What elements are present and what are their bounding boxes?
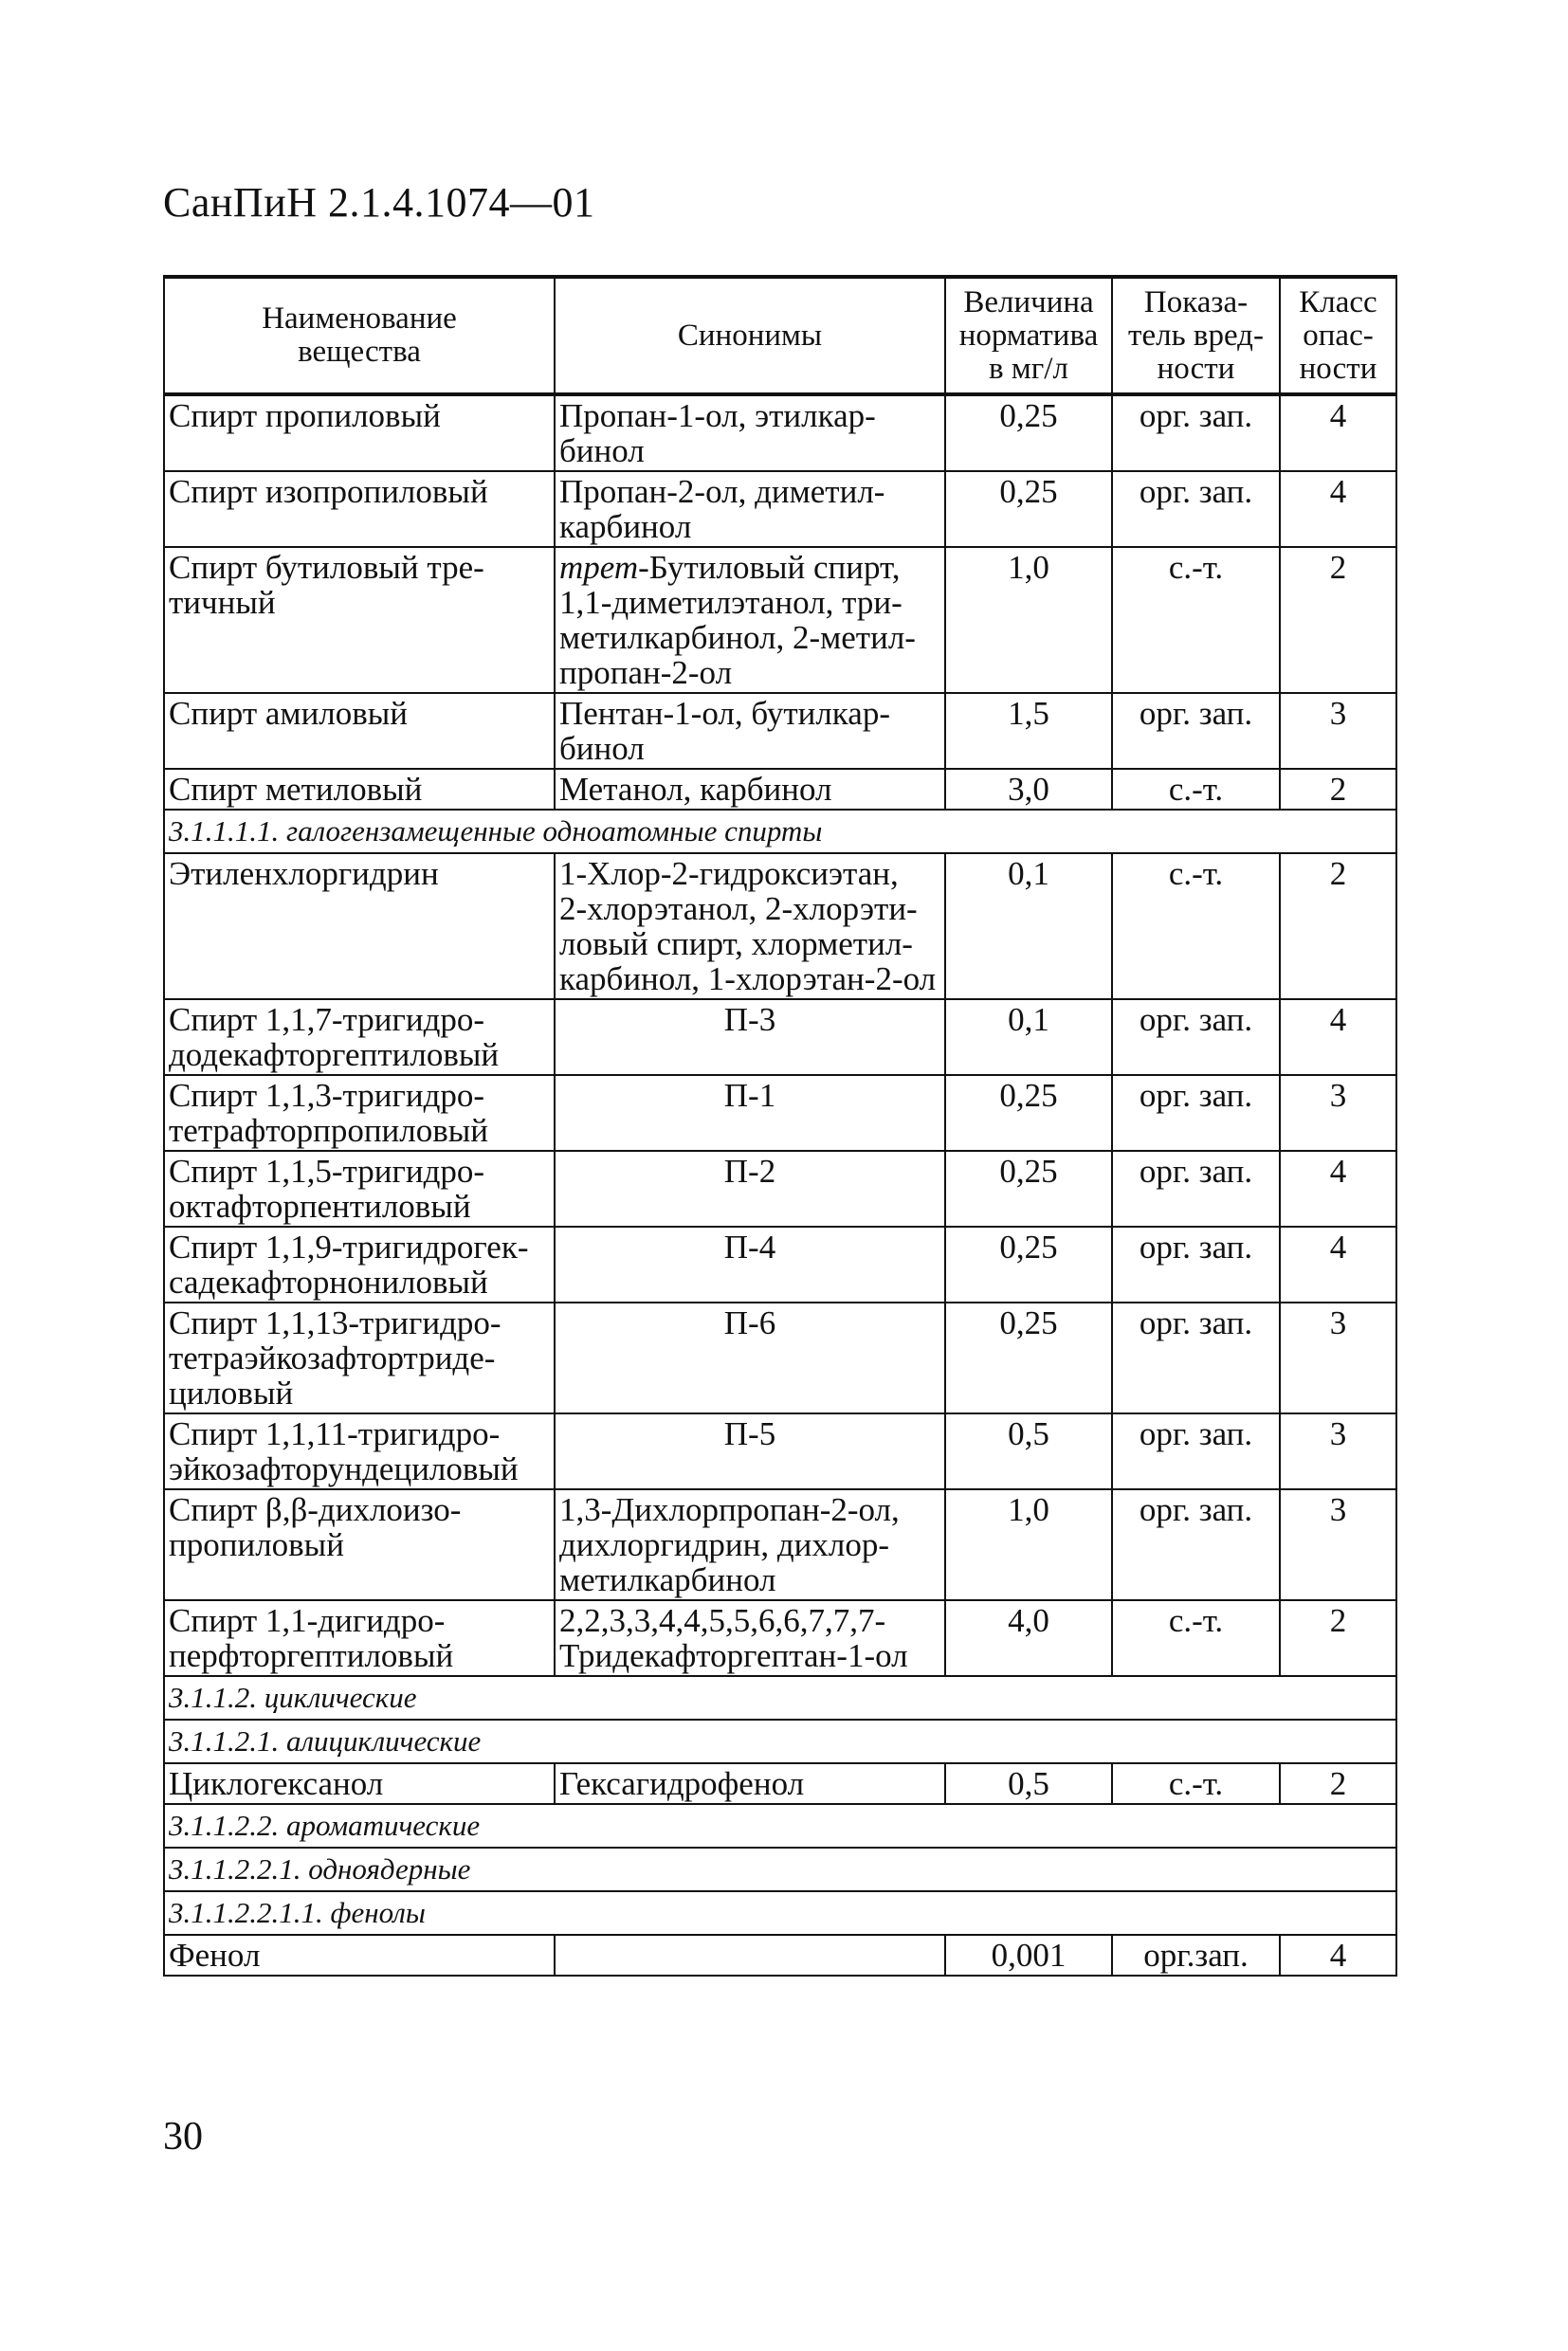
substance-name: Этиленхлоргидрин — [164, 853, 555, 999]
substance-name: Спирт 1,1,3-тригидро- тетрафторпропиловый — [164, 1075, 555, 1151]
synonyms: Гексагидрофенол — [555, 1763, 945, 1804]
hazard-class: 2 — [1280, 853, 1396, 999]
norm-value: 0,25 — [945, 1075, 1112, 1151]
header-indicator: Показа- тель вред- ности — [1112, 277, 1280, 394]
section-title: 3.1.1.2.2.1. одноядерные — [164, 1848, 1396, 1891]
substance-name: Спирт 1,1,11-тригидро- эйкозафторундециловый — [164, 1413, 555, 1489]
norm-value: 0,25 — [945, 394, 1112, 471]
norm-value: 1,0 — [945, 1489, 1112, 1600]
section-row — [164, 1676, 1396, 1720]
section-row — [164, 1804, 1396, 1848]
table-header — [164, 277, 1396, 394]
synonyms: П-1 — [555, 1075, 945, 1151]
norm-value: 0,25 — [945, 1303, 1112, 1413]
section-row — [164, 1720, 1396, 1763]
norm-value: 0,25 — [945, 1227, 1112, 1303]
substance-name: Спирт 1,1,9-тригидрогек- садекафторнониловый — [164, 1227, 555, 1303]
harm-indicator: с.-т. — [1112, 1763, 1280, 1804]
hazard-class: 4 — [1280, 1227, 1396, 1303]
section-title: 3.1.1.2.2.1.1. фенолы — [164, 1891, 1396, 1935]
hazard-class: 4 — [1280, 1935, 1396, 1976]
table-row — [164, 1303, 1396, 1413]
section-row — [164, 1891, 1396, 1935]
synonyms: 1-Хлор-2-гидроксиэтан, 2-хлорэтанол, 2-хлорэти- ловый спирт, хлорметил- карбинол, 1-хлорэтан-2-ол — [555, 853, 945, 999]
table-row — [164, 394, 1396, 471]
table-row — [164, 1151, 1396, 1227]
hazard-class: 4 — [1280, 471, 1396, 547]
hazard-class: 3 — [1280, 693, 1396, 769]
hazard-class: 3 — [1280, 1303, 1396, 1413]
hazard-class: 4 — [1280, 999, 1396, 1075]
synonyms: П-5 — [555, 1413, 945, 1489]
harm-indicator: орг. зап. — [1112, 1413, 1280, 1489]
synonyms: П-2 — [555, 1151, 945, 1227]
table-row — [164, 769, 1396, 810]
substance-name: Спирт 1,1,7-тригидро- додекафторгептиловый — [164, 999, 555, 1075]
synonyms: 2,2,3,3,4,4,5,5,6,6,7,7,7- Тридекафторгептан-1-ол — [555, 1600, 945, 1676]
table-row — [164, 999, 1396, 1075]
substance-name: Спирт бутиловый тре- тичный — [164, 547, 555, 693]
harm-indicator: орг. зап. — [1112, 1075, 1280, 1151]
table-row — [164, 1075, 1396, 1151]
header-class: Класс опас- ности — [1280, 277, 1396, 394]
norm-value: 0,001 — [945, 1935, 1112, 1976]
hazard-class: 4 — [1280, 1151, 1396, 1227]
section-title: 3.1.1.2.2. ароматические — [164, 1804, 1396, 1848]
substance-name: Спирт изопропиловый — [164, 471, 555, 547]
harm-indicator: орг. зап. — [1112, 471, 1280, 547]
table-row — [164, 547, 1396, 693]
table-row — [164, 693, 1396, 769]
table-row — [164, 1763, 1396, 1804]
substance-name: Спирт метиловый — [164, 769, 555, 810]
norm-value: 0,5 — [945, 1413, 1112, 1489]
substance-name: Спирт β,β-дихлоизо- пропиловый — [164, 1489, 555, 1600]
synonyms: Пропан-2-ол, диметил- карбинол — [555, 471, 945, 547]
hazard-class: 2 — [1280, 547, 1396, 693]
norm-value: 1,0 — [945, 547, 1112, 693]
section-title: 3.1.1.1.1. галогензамещенные одноатомные спирты — [164, 810, 1396, 853]
norm-value: 0,5 — [945, 1763, 1112, 1804]
synonyms: П-3 — [555, 999, 945, 1075]
norms-table — [163, 275, 1397, 1977]
table-row — [164, 1413, 1396, 1489]
norm-value: 0,1 — [945, 999, 1112, 1075]
hazard-class: 3 — [1280, 1489, 1396, 1600]
header-synonyms: Синонимы — [555, 277, 945, 394]
substance-name: Фенол — [164, 1935, 555, 1976]
synonyms — [555, 1935, 945, 1976]
table-row — [164, 1600, 1396, 1676]
synonyms: П-4 — [555, 1227, 945, 1303]
norm-value: 4,0 — [945, 1600, 1112, 1676]
table-row — [164, 1227, 1396, 1303]
hazard-class: 2 — [1280, 1600, 1396, 1676]
table-row — [164, 471, 1396, 547]
section-title: 3.1.1.2.1. алициклические — [164, 1720, 1396, 1763]
harm-indicator: с.-т. — [1112, 547, 1280, 693]
synonyms: П-6 — [555, 1303, 945, 1413]
section-row — [164, 810, 1396, 853]
table-row — [164, 1935, 1396, 1976]
substance-name: Спирт пропиловый — [164, 394, 555, 471]
harm-indicator: орг. зап. — [1112, 1489, 1280, 1600]
hazard-class: 2 — [1280, 1763, 1396, 1804]
norm-value: 1,5 — [945, 693, 1112, 769]
harm-indicator: орг. зап. — [1112, 394, 1280, 471]
substance-name: Спирт амиловый — [164, 693, 555, 769]
table-row — [164, 1489, 1396, 1600]
norm-value: 0,1 — [945, 853, 1112, 999]
header-value: Величина норматива в мг/л — [945, 277, 1112, 394]
hazard-class: 4 — [1280, 394, 1396, 471]
substance-name: Циклогексанол — [164, 1763, 555, 1804]
hazard-class: 3 — [1280, 1075, 1396, 1151]
harm-indicator: с.-т. — [1112, 1600, 1280, 1676]
harm-indicator: орг. зап. — [1112, 1303, 1280, 1413]
harm-indicator: с.-т. — [1112, 853, 1280, 999]
substance-name: Спирт 1,1,5-тригидро- октафторпентиловый — [164, 1151, 555, 1227]
norm-value: 0,25 — [945, 471, 1112, 547]
synonyms: Пропан-1-ол, этилкар- бинол — [555, 394, 945, 471]
header-name: Наименование вещества — [164, 277, 555, 394]
substance-name: Спирт 1,1-дигидро- перфторгептиловый — [164, 1600, 555, 1676]
harm-indicator: с.-т. — [1112, 769, 1280, 810]
synonyms: 1,3-Дихлорпропан-2-ол, дихлоргидрин, дихлор- метилкарбинол — [555, 1489, 945, 1600]
synonyms: трет-Бутиловый спирт, 1,1-диметилэтанол, три- метилкарбинол, 2-метил- пропан-2-ол — [555, 547, 945, 693]
section-row — [164, 1848, 1396, 1891]
synonyms: Пентан-1-ол, бутилкар- бинол — [555, 693, 945, 769]
harm-indicator: орг. зап. — [1112, 1151, 1280, 1227]
page-number: 30 — [163, 2115, 203, 2159]
hazard-class: 2 — [1280, 769, 1396, 810]
norm-value: 3,0 — [945, 769, 1112, 810]
norm-value: 0,25 — [945, 1151, 1112, 1227]
table-body — [164, 394, 1396, 1976]
substance-name: Спирт 1,1,13-тригидро- тетраэйкозафтортриде- циловый — [164, 1303, 555, 1413]
synonyms: Метанол, карбинол — [555, 769, 945, 810]
hazard-class: 3 — [1280, 1413, 1396, 1489]
harm-indicator: орг. зап. — [1112, 1227, 1280, 1303]
table-row — [164, 853, 1396, 999]
section-title: 3.1.1.2. циклические — [164, 1676, 1396, 1720]
harm-indicator: орг.зап. — [1112, 1935, 1280, 1976]
page-header: СанПиН 2.1.4.1074—01 — [163, 179, 595, 226]
harm-indicator: орг. зап. — [1112, 693, 1280, 769]
harm-indicator: орг. зап. — [1112, 999, 1280, 1075]
